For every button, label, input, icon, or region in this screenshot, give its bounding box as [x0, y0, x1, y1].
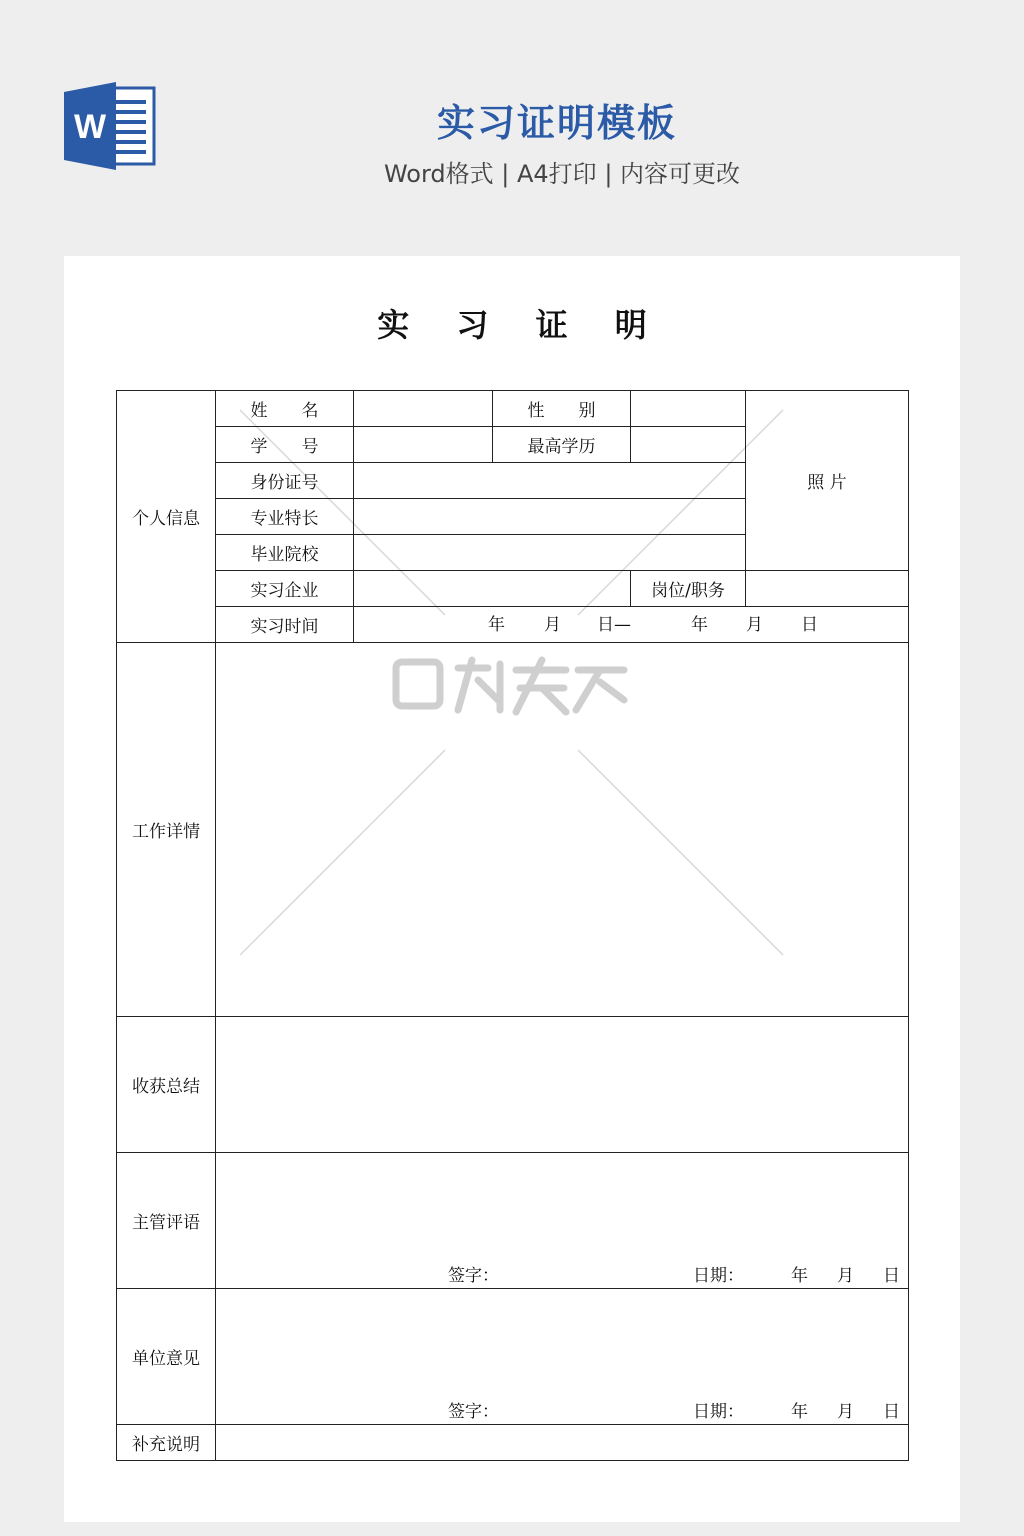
id-number-field[interactable] [354, 463, 746, 499]
period-start-year: 年 [488, 615, 505, 635]
section-work-details: 工作详情 [117, 643, 216, 1017]
label-company: 实习企业 [216, 571, 354, 607]
unit-date-label: 日期： [693, 1402, 744, 1422]
label-specialty: 专业特长 [216, 499, 354, 535]
document-title: 实 习 证 明 [377, 306, 665, 344]
photo-cell[interactable]: 照 片 [746, 391, 909, 571]
section-supervisor-comment: 主管评语 [117, 1153, 216, 1289]
section-extra-notes: 补充说明 [117, 1425, 216, 1461]
period-start-month: 月 [544, 615, 561, 635]
page-subtitle: Word格式 | A4打印 | 内容可更改 [383, 160, 741, 188]
label-period: 实习时间 [216, 607, 354, 643]
extra-notes-field[interactable] [216, 1425, 909, 1461]
section-gain-summary: 收获总结 [117, 1017, 216, 1153]
supervisor-comment-field[interactable] [216, 1153, 909, 1289]
label-id-number: 身份证号 [216, 463, 354, 499]
name-field[interactable] [354, 391, 493, 427]
education-field[interactable] [631, 427, 746, 463]
label-position: 岗位/职务 [631, 571, 746, 607]
label-name: 姓 名 [216, 391, 354, 427]
page-title: 实习证明模板 [436, 101, 677, 145]
unit-date-day: 日 [883, 1402, 900, 1422]
label-school: 毕业院校 [216, 535, 354, 571]
work-details-field[interactable] [216, 643, 909, 1017]
internship-form [116, 390, 909, 1461]
supervisor-date-label: 日期： [693, 1266, 744, 1286]
label-student-id: 学 号 [216, 427, 354, 463]
unit-date-month: 月 [837, 1402, 854, 1422]
period-end-month: 月 [746, 615, 763, 635]
svg-text:W: W [73, 108, 107, 146]
unit-opinion-field[interactable] [216, 1289, 909, 1425]
gain-summary-field[interactable] [216, 1017, 909, 1153]
period-end-year: 年 [691, 615, 708, 635]
school-field[interactable] [354, 535, 746, 571]
supervisor-date-day: 日 [883, 1266, 900, 1286]
supervisor-signature-label: 签字： [448, 1266, 499, 1286]
unit-signature-label: 签字： [448, 1402, 499, 1422]
period-start-day: 日— [597, 615, 631, 635]
section-unit-opinion: 单位意见 [117, 1289, 216, 1425]
label-gender: 性 别 [493, 391, 631, 427]
position-field[interactable] [746, 571, 909, 607]
specialty-field[interactable] [354, 499, 746, 535]
gender-field[interactable] [631, 391, 746, 427]
supervisor-date-year: 年 [791, 1266, 808, 1286]
period-end-day: 日 [801, 615, 818, 635]
company-field[interactable] [354, 571, 631, 607]
student-id-field[interactable] [354, 427, 493, 463]
section-personal-info: 个人信息 [117, 391, 216, 643]
unit-date-year: 年 [791, 1402, 808, 1422]
label-education: 最高学历 [493, 427, 631, 463]
period-field[interactable] [354, 607, 909, 643]
supervisor-date-month: 月 [837, 1266, 854, 1286]
